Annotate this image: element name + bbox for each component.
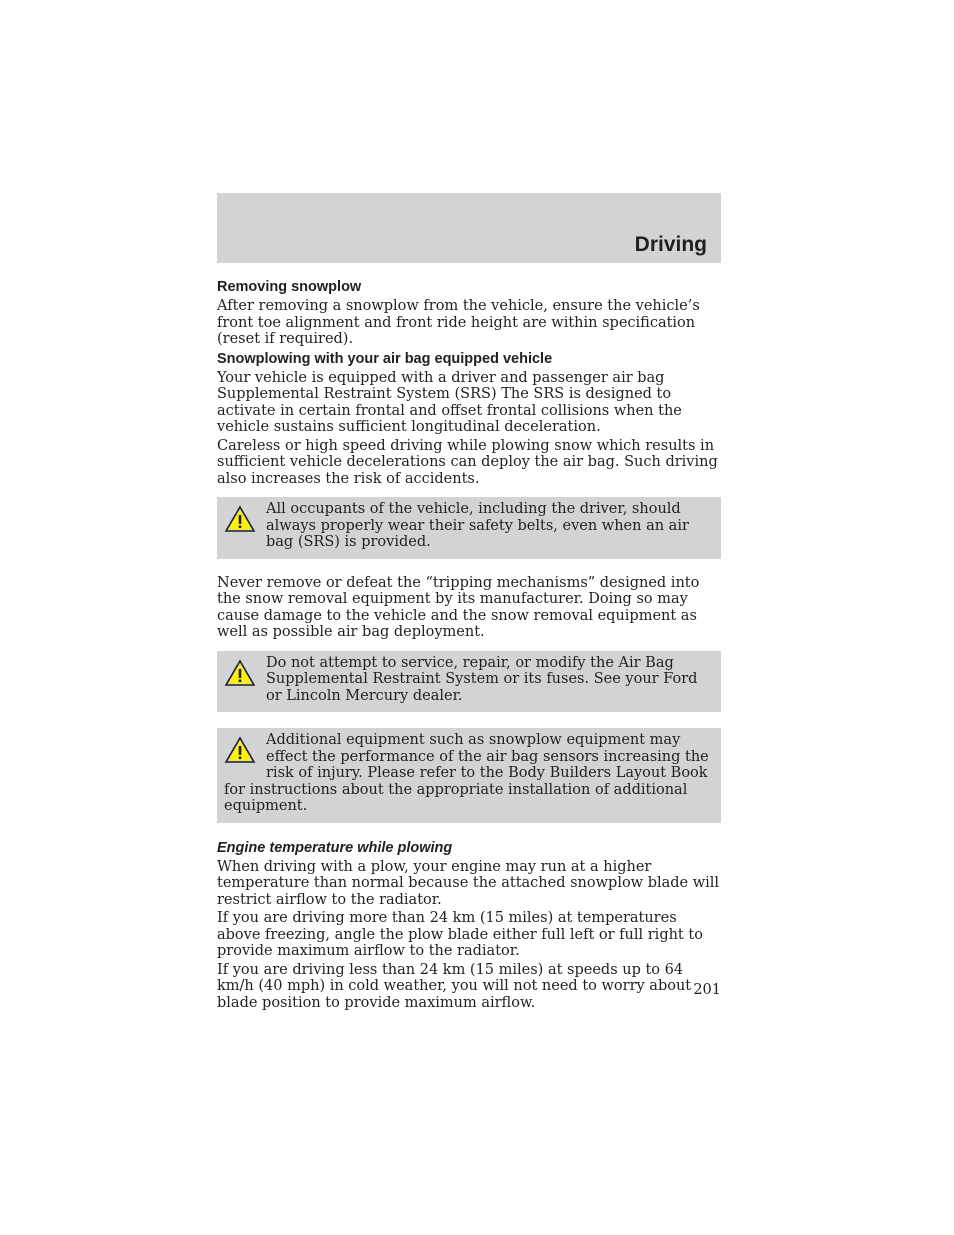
warning-box (217, 728, 721, 823)
warning-box (217, 497, 721, 559)
page-title: Driving (634, 233, 707, 256)
manual-page (217, 193, 721, 1013)
heading-removing-snowplow: Removing snowplow (217, 279, 362, 295)
warning-box (217, 651, 721, 713)
warning-text: All occupants of the vehicle, including the driver, should always properly wear their safety belts, even when an air bag (SRS) is provided. (266, 501, 689, 550)
heading-airbag-snowplowing: Snowplowing with your air bag equipped vehicle (217, 350, 553, 367)
paragraph: Your vehicle is equipped with a driver and passenger air bag Supplemental Restraint System (SRS) The SRS is designed to activate in certain frontal and offset frontal collisions when the vehicle sustains sufficient longitudinal deceleration. (217, 369, 682, 435)
warning-triangle-icon (224, 736, 256, 764)
warning-text: Additional equipment such as snowplow equipment may effect the performance of the air bag sensors increasing the risk of injury. Please refer to the Body Builders Layout Book for instructions about the appropriate installation of additional equipment. (224, 732, 709, 814)
heading-engine-temperature: Engine temperature while plowing (217, 839, 453, 856)
paragraph: If you are driving less than 24 km (15 miles) at speeds up to 64 km/h (40 mph) in cold weather, you will not need to worry about blade position to provide maximum airflow. (217, 961, 692, 1011)
paragraph: Never remove or defeat the “tripping mechanisms” designed into the snow removal equipment by its manufacturer. Doing so may cause damage to the vehicle and the snow removal equipment as well as possible air bag deployment. (217, 574, 700, 640)
paragraph: Careless or high speed driving while plowing snow which results in sufficient vehicle decelerations can deploy the air bag. Such driving also increases the risk of accidents. (217, 437, 718, 487)
paragraph: When driving with a plow, your engine may run at a higher temperature than normal because the attached snowplow blade will restrict airflow to the radiator. (217, 858, 720, 908)
page-number: 201 (693, 982, 721, 998)
warning-triangle-icon (224, 659, 256, 687)
paragraph: If you are driving more than 24 km (15 miles) at temperatures above freezing, angle the plow blade either full left or full right to provide maximum airflow to the radiator. (217, 910, 703, 959)
warning-text: Do not attempt to service, repair, or modify the Air Bag Supplemental Restraint System or its fuses. See your Ford or Lincoln Mercury dealer. (266, 654, 698, 704)
warning-triangle-icon (224, 505, 256, 533)
paragraph: After removing a snowplow from the vehicle, ensure the vehicle’s front toe alignment and front ride height are within specification (reset if required). (217, 298, 700, 347)
header-band (217, 193, 721, 263)
page-content (217, 263, 721, 1011)
